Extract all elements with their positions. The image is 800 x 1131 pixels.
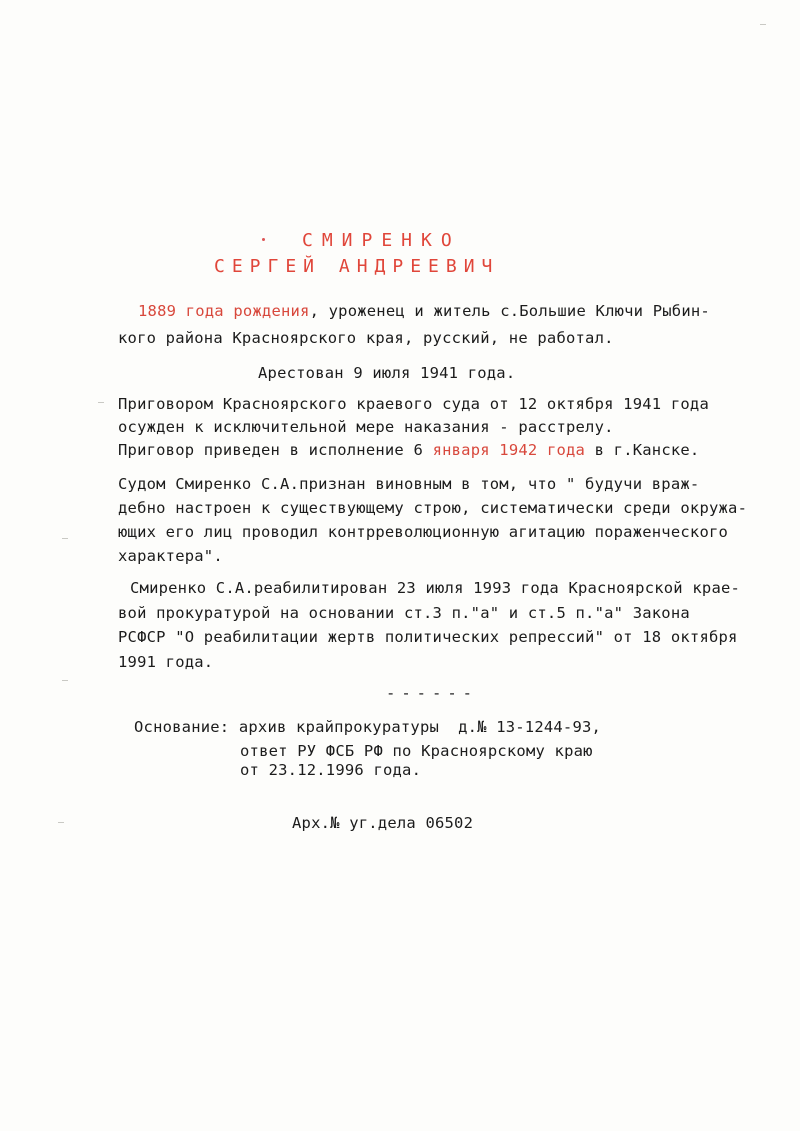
rehab-line-4: 1991 года. (118, 653, 214, 671)
basis-line-2: ответ РУ ФСБ РФ по Красноярскому краю (240, 742, 593, 760)
bio-line-1 (138, 298, 710, 324)
execution-text: Приговор приведен в исполнение 6 (118, 441, 433, 459)
rehab-line-2: вой прокуратурой на основании ст.3 п."а" и ст.5 п."а" Закона (118, 604, 690, 622)
bio-line-2: кого района Красноярского края, русский, не работал. (118, 329, 614, 347)
paper-speck (760, 24, 766, 25)
sentence-line-3 (118, 437, 699, 463)
archive-number: Арх.№ уг.дела 06502 (292, 814, 474, 832)
birth-place: , уроженец и житель с.Большие Ключи Рыбин- (309, 302, 710, 320)
basis-line-1: Основание: архив крайпрокуратуры д.№ 13-1244-93, (134, 718, 602, 736)
sentence-line-1: Приговором Красноярского краевого суда от 12 октября 1941 года (118, 395, 709, 413)
verdict-line-4: характера". (118, 547, 223, 565)
rehab-line-3: РСФСР "О реабилитации жертв политических репрессий" от 18 октября (118, 628, 738, 646)
paper-speck (58, 822, 64, 823)
given-names-heading: СЕРГЕЙ АНДРЕЕВИЧ (214, 256, 500, 277)
basis-line-3: от 23.12.1996 года. (240, 761, 422, 779)
sentence-line-2: осужден к исключительной мере наказания - расстрелу. (118, 418, 614, 436)
paper-speck (62, 680, 68, 681)
paper-speck (98, 402, 104, 403)
birth-year: 1889 года рождения (138, 302, 310, 320)
rehab-line-1: Смиренко С.А.реабилитирован 23 июля 1993 года Красноярской крае- (130, 579, 741, 597)
verdict-line-3: ющих его лиц проводил контрреволюционную агитацию пораженческого (118, 523, 729, 541)
surname-heading: СМИРЕНКО (302, 230, 461, 251)
section-divider: ------ (386, 684, 478, 702)
ink-dot (262, 238, 265, 241)
execution-place: в г.Канске. (585, 441, 700, 459)
arrest-line: Арестован 9 июля 1941 года. (258, 364, 516, 382)
verdict-line-2: дебно настроен к существующему строю, систематически среди окружа- (118, 499, 748, 517)
verdict-line-1: Судом Смиренко С.А.признан виновным в том, что " будучи враж- (118, 475, 700, 493)
paper-speck (62, 538, 68, 539)
execution-date: января 1942 года (432, 441, 586, 459)
